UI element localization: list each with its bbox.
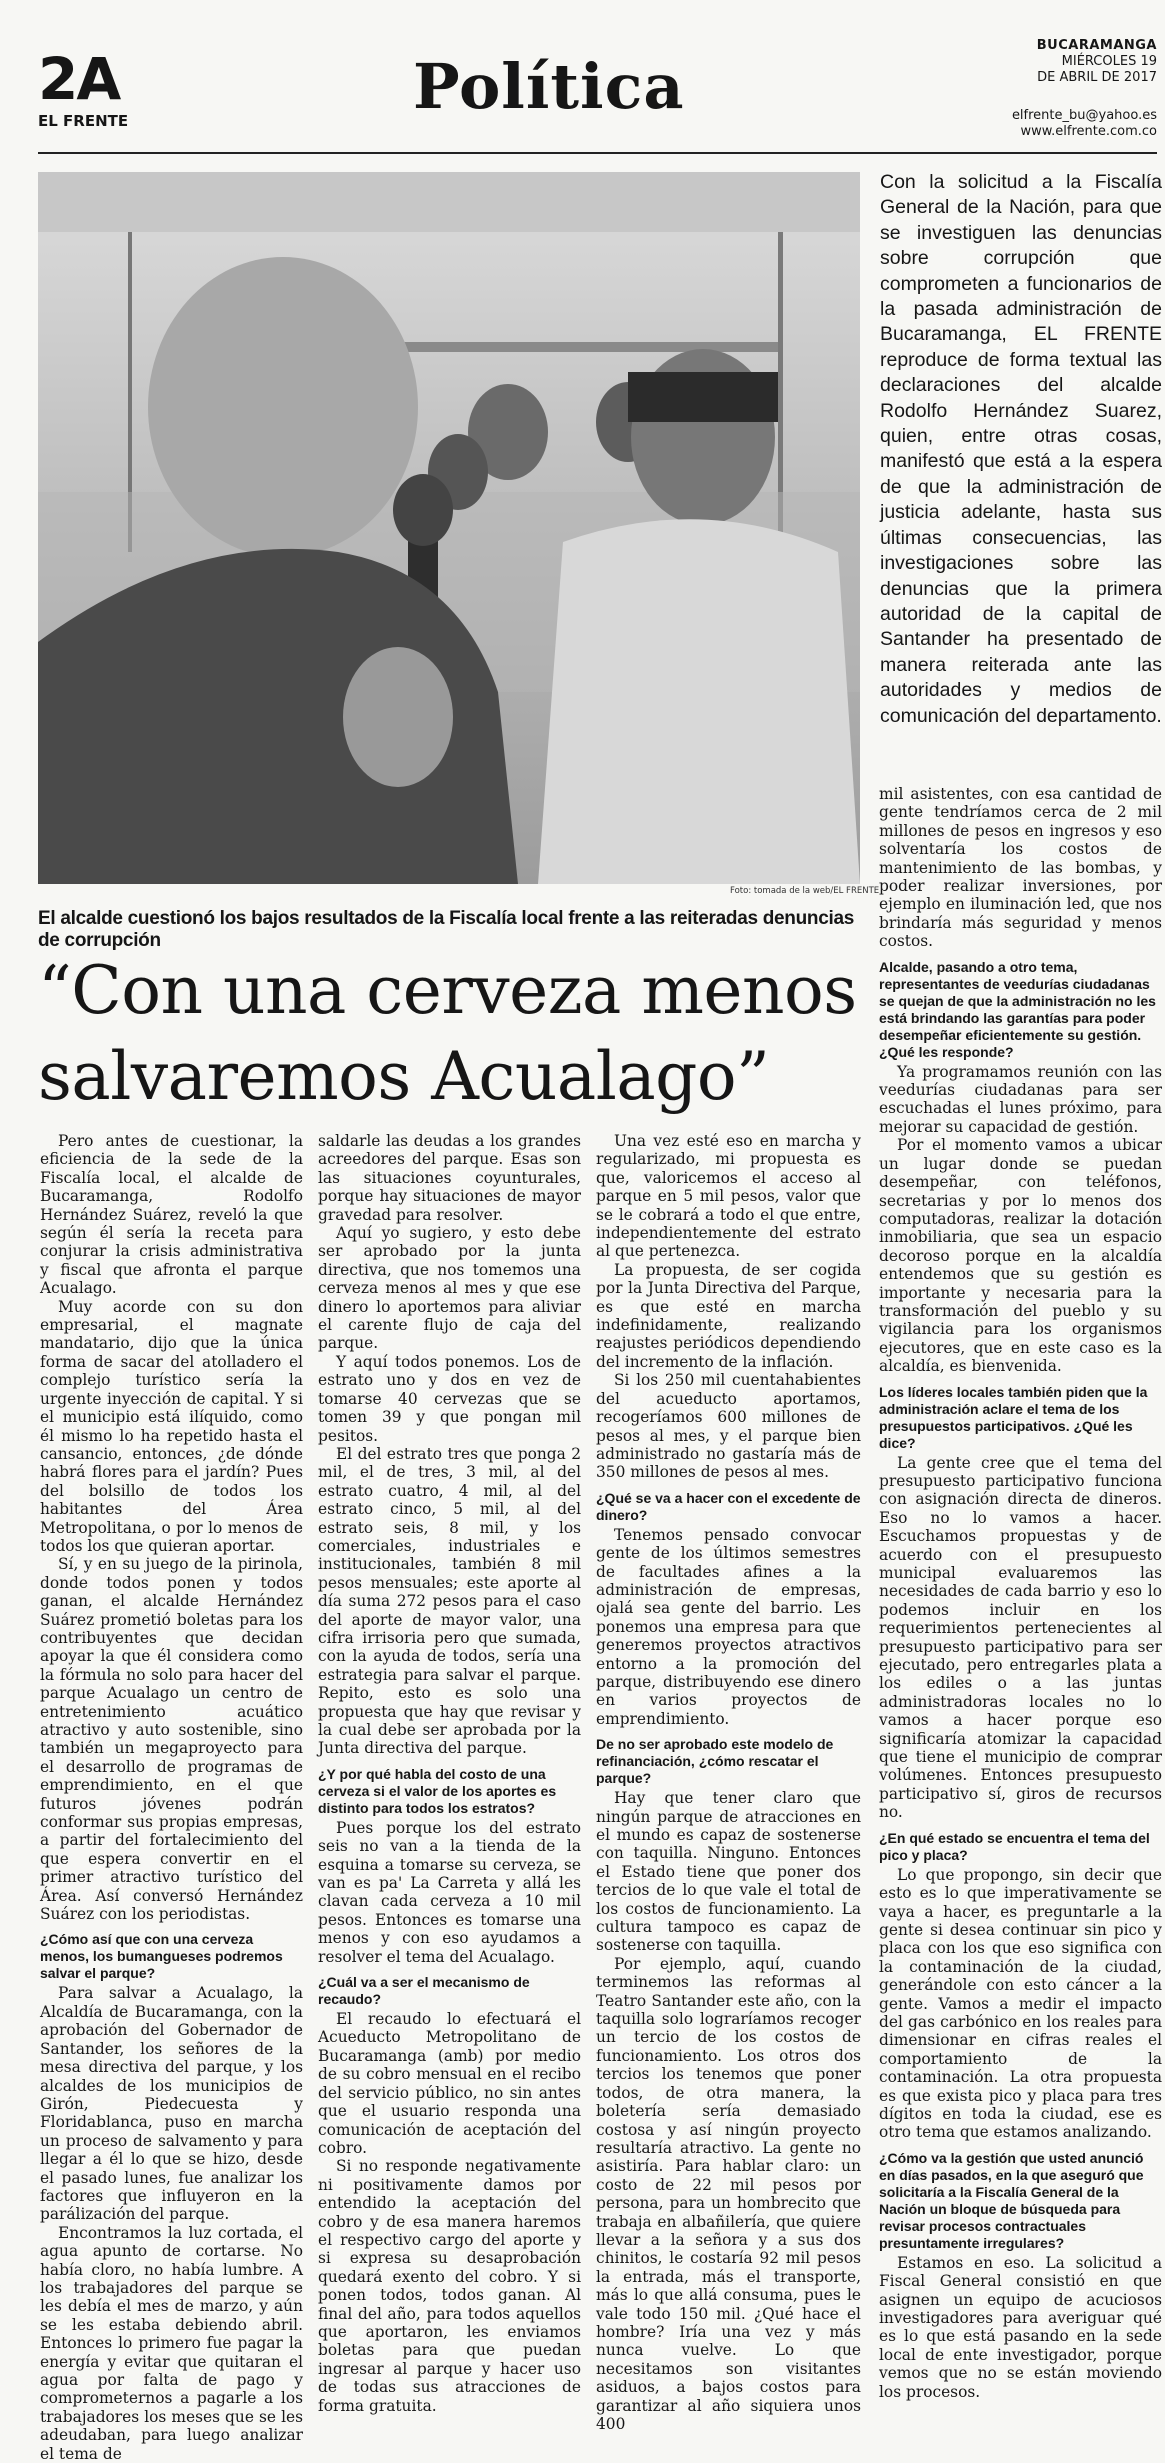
date-line-2: DE ABRIL DE 2017 bbox=[1037, 70, 1157, 85]
article-paragraph: Pues porque los del estrato seis no van a la tienda de la esquina a tomarse su cerveza, se van es pa' La Carreta y allá les clavan cada cerveza a 10 mil pesos. Entonces es tomarse una menos y con eso ayudamos a resolver el tema del Acualago. bbox=[318, 1818, 581, 1966]
article-paragraph: saldarle las deudas a los grandes acreedores del parque. Esas son las situaciones coyunturales, porque hay situaciones de mayor gravedad para resolver. bbox=[318, 1132, 581, 1224]
article-paragraph: La gente cree que el tema del presupuesto participativo funciona con asignación directa de dineros. Eso no lo vamos a hacer. Escuchamos propuestas y de acuerdo con el presupuesto municipal evaluaremos las necesidades de cada barrio y eso lo podemos incluir en los requerimientos pertenecientes al presupuesto participativo para ser ejecutado, pero entregarles plata a los ediles o a las juntas administradoras locales no lo vamos a hacer porque eso significaría atomizar la capacidad que tiene el municipio de comprar volúmenes. Entonces presupuesto participativo sí, giros de recursos no. bbox=[879, 1453, 1162, 1822]
article-paragraph: Por ejemplo, aquí, cuando terminemos las reformas al Teatro Santander este año, con la taquilla solo lograríamos recoger un tercio de los costos de funcionamiento. Los otros dos tercios los tenemos que poner todos, de otra manera, la boletería sería demasiado costosa y así ningún proyecto resultaría atractivo. La gente no asistiría. Para hablar claro: un costo de 22 mil pesos por persona, para un hombrecito que trabaja en albañilería, que quiere llevar a la señora y a sus dos chinitos, le costaría 92 mil pesos la entrada, más el transporte, más lo que allá consuma, pues le vale todo 150 mil. ¿Qué hace el hombre? Iría una vez y más nunca vuelve. Lo que necesitamos son visitantes asiduos, a bajos costos para garantizar al año siquiera unos 400 bbox=[596, 1954, 861, 2433]
article-paragraph: La propuesta, de ser cogida por la Junta Directiva del Parque, es que esté en marcha indefinidamente, realizando reajustes periódicos dependiendo del incremento de la inflación. bbox=[596, 1260, 861, 1371]
photo-credit: Foto: tomada de la web/EL FRENTE bbox=[730, 886, 880, 896]
article-paragraph: Si los 250 mil cuentahabientes del acueducto aportamos, recogeríamos 600 millones de pesos al mes, y el parque bien administrado no gastaría más de 350 millones de pesos al mes. bbox=[596, 1371, 861, 1482]
photo-illustration bbox=[38, 172, 860, 884]
article-paragraph: Encontramos la luz cortada, el agua apunto de cortarse. No había cloro, no había lumbre. A los trabajadores del parque se les debía el mes de marzo, y aún se les estaba debiendo abril. Entonces lo primero fue pagar la energía y evitar que quitaran el agua por falta de pago y comprometernos a pagarle a los trabajadores los meses que se les adeudaban, para luego analizar el tema de bbox=[40, 2223, 303, 2463]
email-label: elfrente_bu@yahoo.es bbox=[1011, 108, 1157, 123]
article-paragraph: Si no responde negativamente ni positivamente damos por entendido la aceptación del cobro y de esa manera haremos el respectivo cargo del aporte y si expresa su desaprobación quedará exento del cobro. Y si ponen todos, todos ganan. Al final del año, para todos aquellos que aportaron, les enviamos boletas para que puedan ingresar al parque y hacer uso de todas sus atracciones de forma gratuita. bbox=[318, 2157, 581, 2415]
article-paragraph: Muy acorde con su don empresarial, el magnate mandatario, dijo que la única forma de sacar del atolladero el complejo turístico sería la urgente inyección de capital. Y si el municipio está ilíquido, como él mismo lo ha repetido hasta el cansancio, entonces, ¿de dónde habrá flores para el jardín? Pues del bolsillo de todos los habitantes del Área Metropolitana, o por lo menos de todos los que quieran aportar. bbox=[40, 1297, 303, 1555]
article-column-2 bbox=[318, 1132, 581, 2415]
article-column-1 bbox=[40, 1132, 303, 2463]
interview-question: ¿En qué estado se encuentra el tema del pico y placa? bbox=[879, 1829, 1150, 1863]
section-title: Política bbox=[413, 50, 685, 123]
article-headline: “Con una cerveza menos salvaremos Acualago” bbox=[38, 952, 857, 1115]
header-divider bbox=[38, 152, 1157, 154]
article-paragraph: Aquí yo sugiero, y esto debe ser aprobado por la junta directiva, que nos tomemos una cerveza menos al mes y que ese dinero lo aportemos para aliviar el carente flujo de caja del parque. bbox=[318, 1224, 581, 1353]
article-paragraph: Pero antes de cuestionar, la eficiencia de la sede de la Fiscalía local, el alcalde de Bucaramanga, Rodolfo Hernández Suárez, reveló la que según él sería la receta para conjurar la crisis administrativa y fiscal que afronta el parque Acualago. bbox=[40, 1132, 303, 1298]
page-number: 2A bbox=[38, 45, 120, 113]
interview-question: ¿Cómo así que con una cerveza menos, los bumangueses podremos salvar el parque? bbox=[40, 1931, 283, 1982]
article-column-4 bbox=[879, 785, 1162, 2401]
interview-question: ¿Qué se va a hacer con el excedente de dinero? bbox=[596, 1489, 861, 1523]
article-paragraph: Y aquí todos ponemos. Los de estrato uno y dos en vez de tomarse 40 cervezas que se tomen 39 y que pongan mil pesitos. bbox=[318, 1352, 581, 1445]
article-paragraph: Sí, y en su juego de la pirinola, donde todos ponen y todos ganan, el alcalde Hernández Suárez prometió boletas para los contribuyentes que decidan apoyar la que él considera como la fórmula no solo para hacer del parque Acualago un centro de entretenimiento acuático atractivo y auto sostenible, sino también un megaproyecto para el desarrollo de programas de emprendimiento, en el que futuros jóvenes podrán conformar sus propias empresas, a partir del fortalecimiento del que espera convertir en el primer atractivo turístico del Área. Así conversó Hernández Suárez con los periodistas. bbox=[40, 1555, 303, 1924]
article-lead: Con la solicitud a la Fiscalía General de la Nación, para que se investiguen las denuncias sobre corrupción que comprometen a funcionarios de la pasada administración de Bucaramanga, EL FRENTE reproduce de forma textual las declaraciones del alcalde Rodolfo Hernández Suarez, quien, entre otras cosas, manifestó que está a la espera de que la administración de justicia adelante, hasta sus últimas consecuencias, las investigaciones sobre las denuncias que la primera autoridad de la capital de Santander ha presentado de manera reiterada ante las autoridades y medios de comunicación del departamento. bbox=[880, 171, 1162, 727]
article-column-3 bbox=[596, 1132, 861, 2433]
website-label: www.elfrente.com.co bbox=[1020, 124, 1157, 139]
interview-question: Alcalde, pasando a otro tema, representantes de veedurías ciudadanas se quejan de que la administración no les está brindando las garantías para poder desempeñar eficientemente su gestión. ¿Qué les responde? bbox=[879, 958, 1156, 1060]
newspaper-brand: EL FRENTE bbox=[38, 112, 129, 130]
article-photo bbox=[38, 172, 860, 884]
city-label: BUCARAMANGA bbox=[1036, 38, 1157, 53]
article-paragraph: Una vez esté eso en marcha y regularizado, mi propuesta es que, valoricemos el acceso al parque en 5 mil pesos, valor que se le cobrará a todo el que entre, independientemente del estrato al que pertenezca. bbox=[596, 1132, 861, 1261]
interview-question: ¿Cuál va a ser el mecanismo de recaudo? bbox=[318, 1974, 530, 2008]
date-line-1: MIÉRCOLES 19 bbox=[1061, 54, 1157, 69]
article-paragraph: Para salvar a Acualago, la Alcaldía de Bucaramanga, con la aprobación del Gobernador de Santander, los señores de la mesa directiva del parque, y los alcaldes de los municipios de Girón, Piedecuesta y Floridablanca, puso en marcha un proceso de salvamento y para llegar a él lo que se hizo, desde el pasado lunes, fue analizar los factores que influyeron en la parálización del parque. bbox=[40, 1984, 303, 2224]
article-paragraph: El del estrato tres que ponga 2 mil, el de tres, 3 mil, al del estrato cuatro, 4 mil, al del estrato cinco, 5 mil, al del estrato seis, 8 mil, y los comerciales, industriales e institucionales, también 8 mil pesos mensuales; este aporte al día suma 272 pesos para el caso del aporte de mayor valor, una cifra irrisoria pero que sumada, con la ayuda de todos, sería una estrategia para salvar el parque. Repito, esto es solo una propuesta que hay que revisar y la cual debe ser aprobada por la Junta directiva del parque. bbox=[318, 1444, 581, 1758]
article-paragraph: Lo que propongo, sin decir que esto es lo que imperativamente se vaya a hacer, es preguntarle a la gente si desea continuar sin pico y placa con los que eso significa con la contaminación de la ciudad, generándole con esto cáncer a la gente. Vamos a medir el impacto del gas carbónico en los reales para dimensionar en cifras reales el comportamiento de la contaminación. La otra propuesta es que exista pico y placa para tres dígitos en toda la ciudad, ese es otro tema que estamos analizando. bbox=[879, 1865, 1162, 2142]
article-paragraph: Estamos en eso. La solicitud a Fiscal General consistió en que asignen un equipo de acuciosos investigadores para averiguar qué es lo que está pasando en la sede local de ente investigador, porque vemos que no se están moviendo los procesos. bbox=[879, 2253, 1162, 2401]
interview-question: ¿Cómo va la gestión que usted anunció en días pasados, en la que aseguró que solicitaría a la Fiscalía General de la Nación un bloque de búsqueda para revisar procesos contractuales presuntamente irregulares? bbox=[879, 2149, 1144, 2251]
article-paragraph: Tenemos pensado convocar gente de los últimos semestres de facultades afines a la administración de empresas, ojalá sea gente del barrio. Les ponemos una empresa para que generemos proyectos atractivos entorno a la promoción del parque, distribuyendo ese dinero en varios proyectos de emprendimiento. bbox=[596, 1525, 861, 1728]
header-info bbox=[1012, 38, 1157, 140]
article-paragraph: Por el momento vamos a ubicar un lugar donde se puedan desempeñar, con teléfonos, secretarias y por lo menos dos computadoras, realizar la dotación inmobiliaria, que sea un espacio decoroso porque en la alcaldía entendemos que su gestión es importante y necesaria para la transformación del pueblo y su vigilancia para los organismos ejecutores, que en este caso es la alcaldía, es bienvenida. bbox=[879, 1136, 1162, 1376]
interview-question: De no ser aprobado este modelo de refinanciación, ¿cómo rescatar el parque? bbox=[596, 1736, 834, 1787]
interview-question: ¿Y por qué habla del costo de una cerveza si el valor de los aportes es distinto para todos los estratos? bbox=[318, 1765, 557, 1816]
article-paragraph: mil asistentes, con esa cantidad de gente tendríamos cerca de 2 mil millones de pesos en ingresos y eso solventaría los costos de mantenimiento de las bombas, y poder realizar inversiones, por ejemplo en iluminación led, que nos brindaría más seguridad y menos costos. bbox=[879, 785, 1162, 951]
article-paragraph: Hay que tener claro que ningún parque de atracciones en el mundo es capaz de sostenerse con taquilla. Ninguno. Entonces el Estado tiene que poner dos tercios de lo que vale el total de los costos de funcionamiento. La cultura tampoco es capaz de sostenerse con taquilla. bbox=[596, 1789, 861, 1955]
interview-question: Los líderes locales también piden que la administración aclare el tema de los presupuestos participativos. ¿Qué les dice? bbox=[879, 1383, 1148, 1451]
article-kicker: El alcalde cuestionó los bajos resultados de la Fiscalía local frente a las reiteradas denuncias de corrupción bbox=[38, 908, 854, 951]
article-paragraph: El recaudo lo efectuará el Acueducto Metropolitano de Bucaramanga (amb) por medio de su cobro mensual en el recibo del servicio público, no sin antes que el usuario responda una comunicación de aceptación del cobro. bbox=[318, 2010, 581, 2157]
article-paragraph: Ya programamos reunión con las veedurías ciudadanas para ser escuchadas el lunes próximo, para mejorar su capacidad de gestión. bbox=[879, 1062, 1162, 1136]
